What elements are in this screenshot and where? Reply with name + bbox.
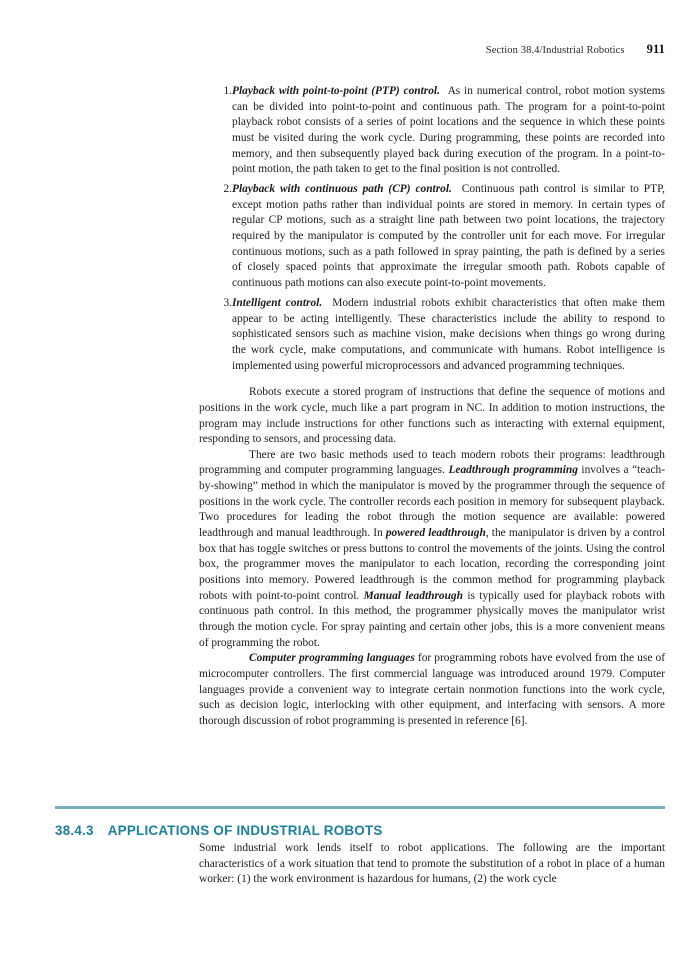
paragraph-text-tail: is typically used for playback robots with continuous path control. In this method, the programmer physically moves the manipulator wrist through the motion cycle. For spray painting and certain other jobs, this is a more convenient means of programming the robot. (199, 589, 666, 649)
list-item-text: Continuous path control is similar to PTP, except motion paths rather than individual points are stored in memory. In certain types of regular CP motions, such as a straight line path between two point locations, the trajectory required by the manipulator is computed by the controller unit for each move. For irregular continuous motions, such as a path followed in spray painting, the path is defined by a series of closely spaced points that approximate the irregular smooth path. Robots capable of continuous path motions can also execute point-to-point movements. (232, 183, 665, 290)
paragraph-text-mid-2: , the manipulator is driven by a control box that has toggle switches or press buttons to control the movements of the joints. Using the control box, the programmer moves the manipulator to each location, recording the corresponding joint positions into memory. Powered leadthrough is the common method for programming playback robots with point-to-point control. (199, 527, 666, 602)
list-item-text: As in numerical control, robot motion systems can be divided into point-to-point and continuous path. The program for a point-to-point playback robot consists of a series of point locations and the sequence in which these points must be visited during the work cycle. During programming, these points are recorded into memory, and then subsequently played back during execution of the program. In a point-to-point motion, the path taken to get to the final position is not controlled. (232, 85, 665, 176)
paragraph-computer-languages (199, 651, 665, 729)
closing-text-column (199, 841, 665, 888)
section-heading (55, 823, 665, 838)
section-heading-block (55, 806, 665, 838)
main-text-column (199, 84, 665, 730)
section-number: 38.4.3 (55, 823, 94, 838)
running-head (0, 42, 665, 57)
paragraph-robots-execute: Robots execute a stored program of instructions that define the sequence of motions and positions in the work cycle, much like a part program in NC. In addition to motion instructions, the program may include instructions for other functions such as interacting with external equipment, responding to sensors, and processing data. (199, 386, 665, 446)
list-item-term: Playback with continuous path (CP) control. (232, 183, 452, 196)
numbered-list (199, 84, 665, 374)
section-title: APPLICATIONS OF INDUSTRIAL ROBOTS (107, 823, 383, 838)
paragraph-text-mid: involves a “teach-by-showing” method in which the manipulator is moved by the programmer through the sequence of positions in the work cycle. The controller records each position in memory for subsequent playback. Two procedures for leading the robot through the motion sequence are available: powered leadthrough and manual leadthrough. In (199, 464, 665, 540)
page-number: 911 (646, 42, 665, 56)
section-divider-rule (55, 806, 665, 809)
paragraph-applications-intro: Some industrial work lends itself to robot applications. The following are the important characteristics of a work situation that tend to promote the substitution of a robot in place of a human worker: (1) the work environment is hazardous for humans, (2) the work cycle (199, 842, 665, 886)
running-head-title: Section 38.4/Industrial Robotics (485, 45, 625, 56)
list-item-term: Playback with point-to-point (PTP) control. (232, 85, 440, 97)
list-item (199, 84, 665, 178)
paragraph-text-tail: for programming robots have evolved from the use of microcomputer controllers. The first commercial language was introduced around 1979. Computer languages provide a convenient way to integrate certain nonmotion functions into the work cycle, such as decision logic, interlocking with other equipment, and interfacing with sensors. A more thorough discussion of robot programming is presented in reference [6]. (199, 652, 665, 727)
list-item-term: Intelligent control. (232, 296, 323, 309)
term-powered-leadthrough: powered leadthrough (385, 527, 486, 540)
term-manual-leadthrough: Manual leadthrough (363, 589, 463, 602)
term-computer-programming-languages: Computer programming languages (249, 652, 415, 665)
term-leadthrough-programming: Leadthrough programming (448, 464, 578, 477)
list-item (199, 296, 665, 374)
paragraph-teaching-methods (199, 448, 665, 652)
list-item (199, 182, 665, 292)
paragraph-text-lead: There are two basic methods used to teach modern robots their programs: leadthrough programming and computer programming languages. (199, 448, 665, 477)
list-item-text: Modern industrial robots exhibit characteristics that often make them appear to be acting intelligently. These characteristics include the ability to respond to sophisticated sensors such as machine vision, make decisions when things go wrong during the work cycle, make computations, and communicate with humans. Robot intelligence is implemented using powerful microprocessors and advanced programming techniques. (232, 296, 665, 372)
